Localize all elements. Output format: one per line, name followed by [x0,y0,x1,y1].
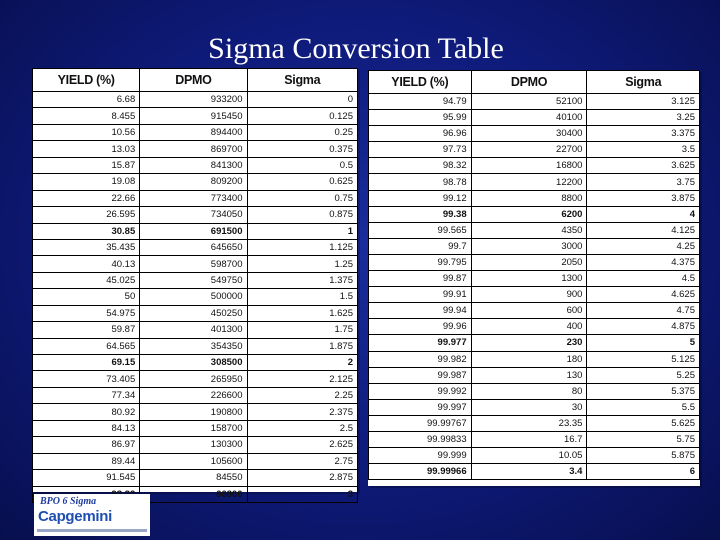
yield-cell: 84.13 [33,420,140,436]
yield-cell: 6.68 [33,92,140,108]
yield-cell: 99.992 [369,383,472,399]
yield-cell: 98.78 [369,174,472,190]
table-row [33,157,358,173]
sigma-cell: 5.375 [587,383,700,399]
sigma-cell: 1.5 [247,289,358,305]
table-row [369,238,700,254]
table-row [369,399,700,415]
dpmo-cell: 3.4 [471,464,587,480]
dpmo-cell: 23.35 [471,415,587,431]
dpmo-cell: 809200 [140,174,247,190]
sigma-table-left-body [33,92,358,503]
yield-cell: 40.13 [33,256,140,272]
yield-cell: 99.999 [369,448,472,464]
table-row [369,142,700,158]
table-row [33,174,358,190]
table-row [33,404,358,420]
dpmo-cell: 400 [471,319,587,335]
sigma-table-left [32,68,358,503]
yield-cell: 22.66 [33,190,140,206]
table-row [33,239,358,255]
yield-cell: 99.91 [369,287,472,303]
dpmo-cell: 915450 [140,108,247,124]
dpmo-cell: 401300 [140,322,247,338]
dpmo-cell: 894400 [140,124,247,140]
sigma-cell: 0.625 [247,174,358,190]
dpmo-cell: 66800 [140,486,247,502]
table-row [33,470,358,486]
table-row [33,371,358,387]
dpmo-cell: 30 [471,399,587,415]
yield-column-header: YIELD (%) [369,71,472,94]
logo-brand: Capgemini [38,508,112,525]
sigma-cell: 1.25 [247,256,358,272]
sigma-cell: 0 [247,92,358,108]
sigma-table-right-panel [368,70,700,486]
dpmo-cell: 16.7 [471,431,587,447]
yield-cell: 54.975 [33,305,140,321]
dpmo-cell: 600 [471,303,587,319]
logo-underline [37,529,147,532]
yield-cell: 91.545 [33,470,140,486]
sigma-cell: 1.875 [247,338,358,354]
sigma-cell: 5 [587,335,700,351]
yield-cell: 8.455 [33,108,140,124]
yield-cell: 99.977 [369,335,472,351]
table-row [369,254,700,270]
dpmo-cell: 4350 [471,222,587,238]
yield-cell: 10.56 [33,124,140,140]
dpmo-cell: 2050 [471,254,587,270]
sigma-cell: 5.125 [587,351,700,367]
yield-cell: 89.44 [33,453,140,469]
table-row [369,271,700,287]
dpmo-cell: 22700 [471,142,587,158]
dpmo-column-header: DPMO [471,71,587,94]
sigma-cell: 5.75 [587,431,700,447]
table-row [33,338,358,354]
table-row [33,256,358,272]
sigma-column-header: Sigma [587,71,700,94]
table-row [369,448,700,464]
table-row [369,431,700,447]
yield-cell: 99.99833 [369,431,472,447]
sigma-column-header: Sigma [247,69,358,92]
dpmo-cell: 598700 [140,256,247,272]
dpmo-cell: 12200 [471,174,587,190]
yield-cell: 99.997 [369,399,472,415]
yield-cell: 99.12 [369,190,472,206]
sigma-cell: 4.5 [587,271,700,287]
dpmo-cell: 308500 [140,355,247,371]
table-row [33,453,358,469]
table-row [369,190,700,206]
sigma-cell: 3.375 [587,126,700,142]
dpmo-cell: 549750 [140,272,247,288]
table-row [369,206,700,222]
dpmo-cell: 450250 [140,305,247,321]
yield-cell: 50 [33,289,140,305]
table-row [33,108,358,124]
table-row [33,124,358,140]
dpmo-cell: 6200 [471,206,587,222]
sigma-cell: 1.75 [247,322,358,338]
table-row [33,437,358,453]
table-row [33,305,358,321]
table-row [369,319,700,335]
dpmo-cell: 130 [471,367,587,383]
dpmo-cell: 773400 [140,190,247,206]
dpmo-cell: 16800 [471,158,587,174]
table-row [369,110,700,126]
logo-tagline: BPO 6 Sigma [40,496,97,507]
sigma-cell: 3.25 [587,110,700,126]
dpmo-cell: 158700 [140,420,247,436]
yield-cell: 99.795 [369,254,472,270]
table-row [369,464,700,480]
sigma-cell: 2 [247,355,358,371]
dpmo-cell: 645650 [140,239,247,255]
table-row [33,289,358,305]
sigma-cell: 1.125 [247,239,358,255]
dpmo-cell: 3000 [471,238,587,254]
yield-cell: 64.565 [33,338,140,354]
dpmo-cell: 841300 [140,157,247,173]
yield-cell: 99.99966 [369,464,472,480]
sigma-cell: 1.625 [247,305,358,321]
dpmo-cell: 84550 [140,470,247,486]
table-row [369,126,700,142]
sigma-cell: 2.5 [247,420,358,436]
sigma-cell: 3 [247,486,358,502]
table-row [369,351,700,367]
table-row [33,322,358,338]
dpmo-cell: 933200 [140,92,247,108]
dpmo-cell: 52100 [471,94,587,110]
dpmo-cell: 190800 [140,404,247,420]
sigma-cell: 5.875 [587,448,700,464]
sigma-table-right-body [369,94,700,480]
yield-cell: 99.7 [369,238,472,254]
sigma-cell: 3.75 [587,174,700,190]
dpmo-cell: 80 [471,383,587,399]
dpmo-cell: 265950 [140,371,247,387]
sigma-cell: 3.625 [587,158,700,174]
table-row [369,367,700,383]
sigma-cell: 0.875 [247,207,358,223]
table-row [369,94,700,110]
table-row [369,383,700,399]
dpmo-cell: 10.05 [471,448,587,464]
yield-cell: 80.92 [33,404,140,420]
yield-column-header: YIELD (%) [33,69,140,92]
dpmo-cell: 226600 [140,387,247,403]
sigma-cell: 6 [587,464,700,480]
dpmo-cell: 500000 [140,289,247,305]
table-row [369,222,700,238]
table-row [33,92,358,108]
dpmo-cell: 180 [471,351,587,367]
capgemini-logo [34,494,150,536]
sigma-table-left-panel [32,68,358,500]
yield-cell: 99.87 [369,271,472,287]
yield-cell: 59.87 [33,322,140,338]
yield-cell: 86.97 [33,437,140,453]
sigma-cell: 5.25 [587,367,700,383]
sigma-cell: 4.875 [587,319,700,335]
dpmo-cell: 105600 [140,453,247,469]
table-row [369,287,700,303]
yield-cell: 99.987 [369,367,472,383]
table-row [33,190,358,206]
dpmo-cell: 1300 [471,271,587,287]
table-row [369,335,700,351]
dpmo-column-header: DPMO [140,69,247,92]
yield-cell: 15.87 [33,157,140,173]
sigma-cell: 0.375 [247,141,358,157]
dpmo-cell: 40100 [471,110,587,126]
sigma-cell: 4 [587,206,700,222]
sigma-cell: 0.75 [247,190,358,206]
yield-cell: 99.99767 [369,415,472,431]
sigma-cell: 1 [247,223,358,239]
sigma-table-right [368,70,700,480]
yield-cell: 30.85 [33,223,140,239]
yield-cell: 73.405 [33,371,140,387]
dpmo-cell: 734050 [140,207,247,223]
sigma-cell: 0.125 [247,108,358,124]
yield-cell: 98.32 [369,158,472,174]
table-row [369,303,700,319]
yield-cell: 77.34 [33,387,140,403]
yield-cell: 94.79 [369,94,472,110]
table-row [33,207,358,223]
table-header-row [33,69,358,92]
sigma-cell: 0.25 [247,124,358,140]
sigma-cell: 2.625 [247,437,358,453]
yield-cell: 99.565 [369,222,472,238]
yield-cell: 69.15 [33,355,140,371]
sigma-cell: 3.5 [587,142,700,158]
table-row [33,420,358,436]
yield-cell: 99.982 [369,351,472,367]
yield-cell: 95.99 [369,110,472,126]
sigma-cell: 1.375 [247,272,358,288]
table-row [369,158,700,174]
dpmo-cell: 130300 [140,437,247,453]
sigma-cell: 4.375 [587,254,700,270]
sigma-cell: 2.875 [247,470,358,486]
sigma-cell: 0.5 [247,157,358,173]
sigma-cell: 4.75 [587,303,700,319]
sigma-cell: 3.125 [587,94,700,110]
sigma-cell: 4.25 [587,238,700,254]
sigma-cell: 2.25 [247,387,358,403]
dpmo-cell: 869700 [140,141,247,157]
dpmo-cell: 691500 [140,223,247,239]
yield-cell: 26.595 [33,207,140,223]
table-row [33,387,358,403]
sigma-cell: 2.375 [247,404,358,420]
sigma-cell: 4.125 [587,222,700,238]
dpmo-cell: 354350 [140,338,247,354]
yield-cell: 99.38 [369,206,472,222]
dpmo-cell: 8800 [471,190,587,206]
sigma-cell: 5.5 [587,399,700,415]
table-header-row [369,71,700,94]
sigma-cell: 2.125 [247,371,358,387]
sigma-cell: 2.75 [247,453,358,469]
table-row [33,355,358,371]
sigma-cell: 5.625 [587,415,700,431]
dpmo-cell: 230 [471,335,587,351]
dpmo-cell: 900 [471,287,587,303]
yield-cell: 13.03 [33,141,140,157]
yield-cell: 45.025 [33,272,140,288]
sigma-cell: 4.625 [587,287,700,303]
table-row [33,272,358,288]
table-row [33,141,358,157]
yield-cell: 19.08 [33,174,140,190]
page-title: Sigma Conversion Table [208,32,504,65]
sigma-cell: 3.875 [587,190,700,206]
yield-cell: 99.96 [369,319,472,335]
table-row [369,174,700,190]
yield-cell: 97.73 [369,142,472,158]
table-row [369,415,700,431]
yield-cell: 96.96 [369,126,472,142]
table-row [33,223,358,239]
yield-cell: 35.435 [33,239,140,255]
dpmo-cell: 30400 [471,126,587,142]
yield-cell: 99.94 [369,303,472,319]
